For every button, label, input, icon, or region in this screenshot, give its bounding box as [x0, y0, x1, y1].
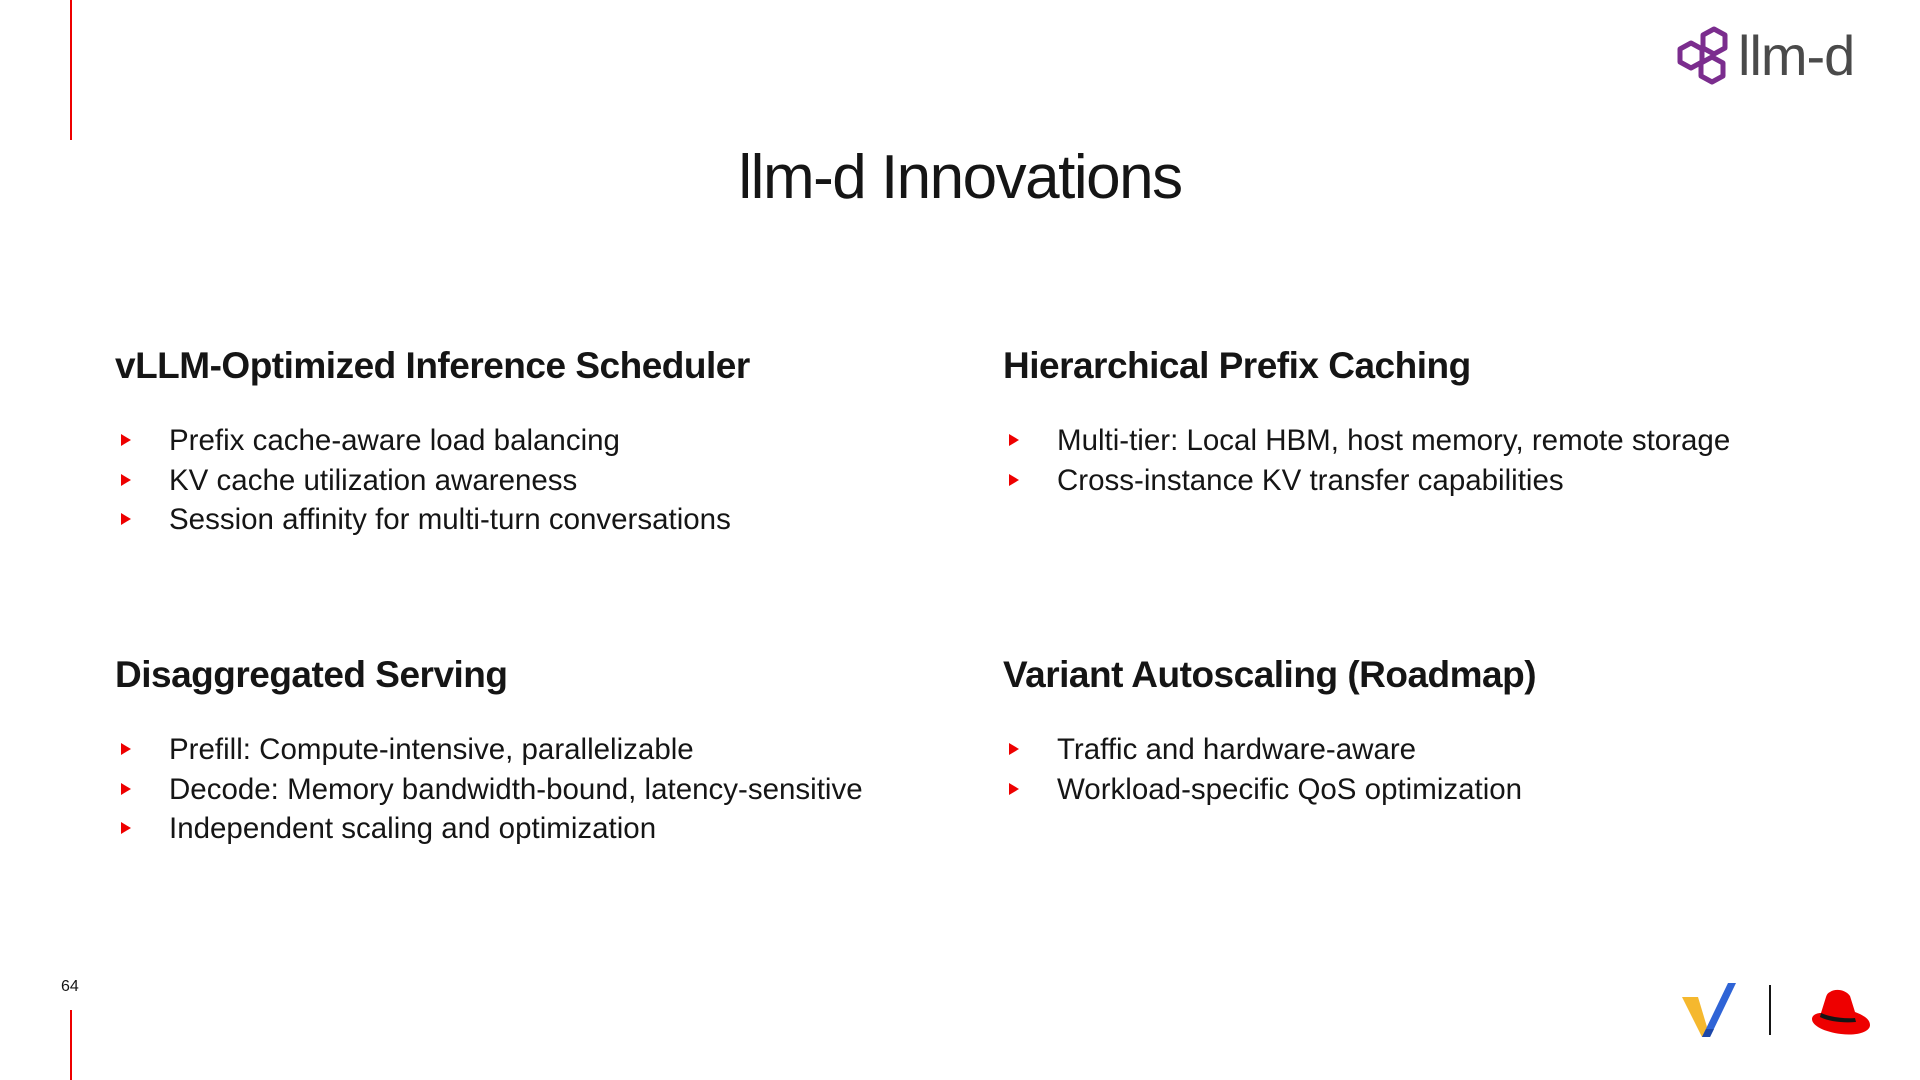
bullet-item [1003, 730, 1863, 770]
bullet-text: Workload-specific QoS optimization [1057, 772, 1523, 806]
bullet-item [1003, 421, 1863, 461]
bullet-triangle-icon [1009, 783, 1019, 795]
bullet-text: Independent scaling and optimization [169, 812, 657, 845]
bullet-triangle-icon [121, 783, 131, 795]
section-prefix-caching [1003, 345, 1863, 500]
bullet-item [115, 421, 975, 461]
slide-title: llm-d Innovations [738, 142, 1182, 212]
bullet-text: Session affinity for multi-turn conversations [169, 503, 731, 536]
vllm-logo-icon [1680, 983, 1738, 1041]
bullet-text: Cross-instance KV transfer capabilities [1057, 463, 1564, 497]
section-variant-autoscaling [1003, 654, 1863, 809]
footer-logos [1680, 978, 1880, 1038]
bullet-item [115, 461, 975, 501]
section-heading: Hierarchical Prefix Caching [1003, 345, 1471, 386]
bullet-triangle-icon [121, 434, 131, 446]
bullet-triangle-icon [121, 474, 131, 486]
section-disaggregated-serving [115, 654, 975, 849]
bullet-triangle-icon [1009, 743, 1019, 755]
bullet-triangle-icon [121, 822, 131, 834]
bullet-item [115, 500, 975, 540]
section-inference-scheduler [115, 345, 975, 540]
hexagon-cluster-icon [1676, 25, 1732, 87]
section-heading: Variant Autoscaling (Roadmap) [1003, 654, 1537, 695]
bullet-triangle-icon [1009, 434, 1019, 446]
bullet-text: KV cache utilization awareness [169, 463, 578, 497]
footer-divider [1769, 985, 1771, 1035]
bullet-item [115, 730, 975, 770]
bullet-text: Prefill: Compute-intensive, parallelizable [169, 733, 694, 766]
redhat-logo-icon [1808, 988, 1874, 1038]
bullet-list [115, 421, 975, 540]
bullet-text: Decode: Memory bandwidth-bound, latency-sensitive [169, 772, 863, 806]
bullet-triangle-icon [121, 513, 131, 525]
section-heading: Disaggregated Serving [115, 654, 508, 695]
section-heading: vLLM-Optimized Inference Scheduler [115, 345, 750, 386]
bullet-item [1003, 461, 1863, 501]
llm-d-logo [1676, 22, 1854, 90]
bullet-text: Prefix cache-aware load balancing [169, 424, 620, 457]
bullet-list [1003, 730, 1863, 809]
bullet-triangle-icon [121, 743, 131, 755]
accent-line-bottom [70, 1010, 72, 1080]
bullet-triangle-icon [1009, 474, 1019, 486]
page-number: 64 [61, 978, 79, 995]
llm-d-logo-text: llm-d [1738, 24, 1855, 87]
bullet-item [115, 770, 975, 810]
bullet-list [115, 730, 975, 849]
bullet-item [115, 809, 975, 849]
accent-line-top [70, 0, 72, 140]
bullet-text: Multi-tier: Local HBM, host memory, remote storage [1057, 424, 1731, 457]
bullet-item [1003, 770, 1863, 810]
bullet-text: Traffic and hardware-aware [1057, 733, 1417, 766]
bullet-list [1003, 421, 1863, 500]
